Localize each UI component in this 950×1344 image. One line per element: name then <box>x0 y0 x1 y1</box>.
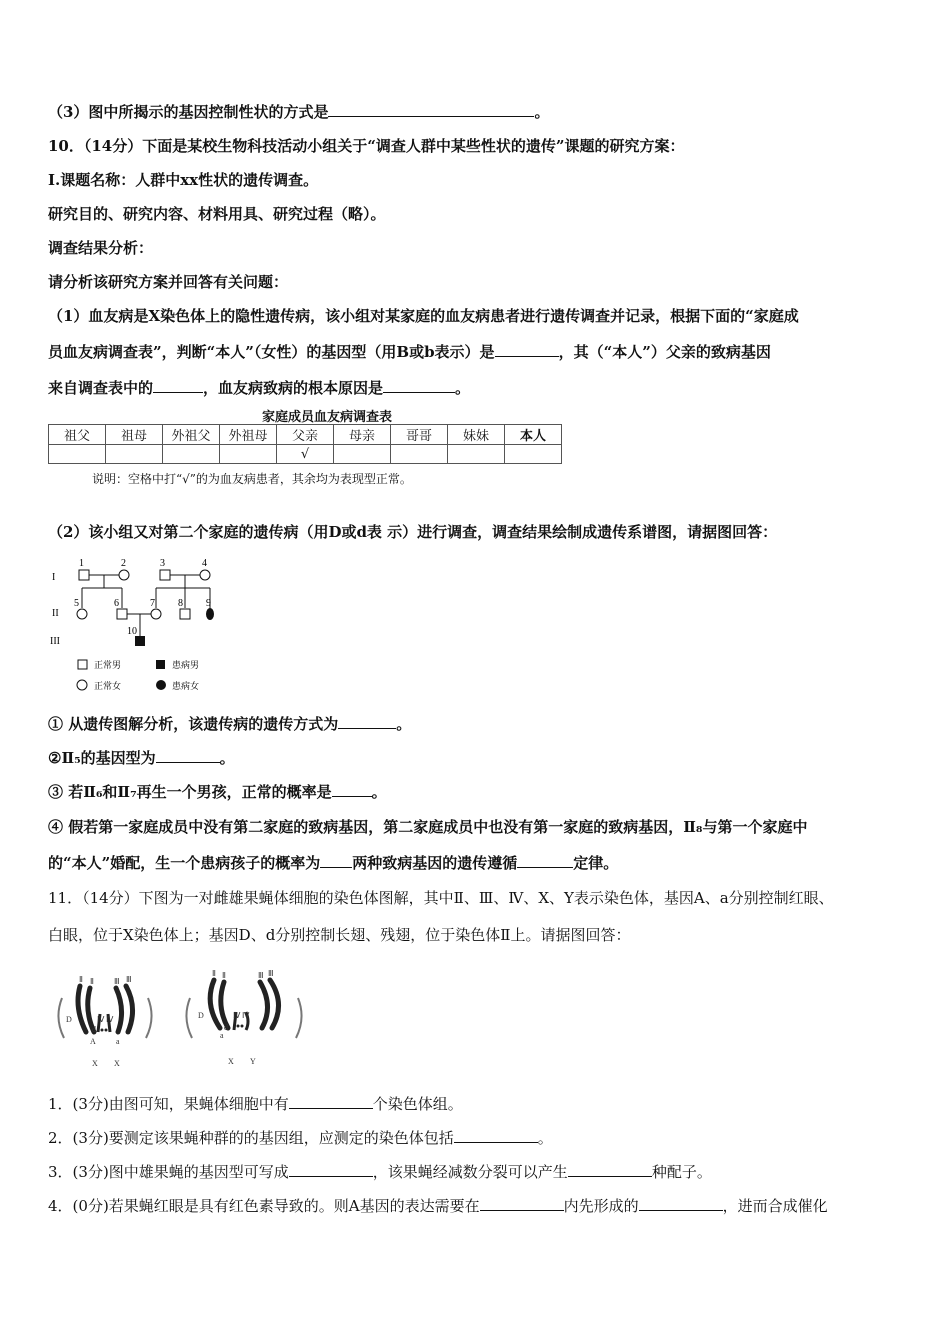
q10-research: 研究目的、研究内容、材料用具、研究过程（略）。 <box>48 205 386 223</box>
individual-2 <box>119 570 129 580</box>
legend-normal-male-icon <box>78 660 87 669</box>
svg-text:D: D <box>66 1015 72 1024</box>
svg-text:X: X <box>228 1057 234 1066</box>
svg-text:Ⅲ: Ⅲ <box>126 975 132 984</box>
table-header: 外祖父 <box>163 425 220 445</box>
legend-label: 正常女 <box>94 681 122 691</box>
female-chromosomes <box>58 975 151 1068</box>
q11-line1: 11．（14分）下图为一对雌雄果蝇体细胞的染色体图解，其中Ⅱ、Ⅲ、Ⅳ、X、Y表示染色体，基因A、a分别控制红眼、 <box>48 889 834 907</box>
svg-text:Ⅳ: Ⅳ <box>242 1011 250 1020</box>
q10-s1: ① 从遗传图解分析，该遗传病的遗传方式为 。 <box>48 715 412 733</box>
gen-label-iii: III <box>50 636 60 647</box>
q9-part3: （3）图中所揭示的基因控制性状的方式是 。 <box>48 103 550 121</box>
svg-text:Y: Y <box>250 1057 256 1066</box>
answer-blank[interactable] <box>454 1128 538 1143</box>
q10-p1-line2: 员血友病调查表”，判断“本人”（女性）的基因型（用B或b表示）是 ，其（“本人”）父亲的致病基因 <box>48 343 771 361</box>
q10-s4-line1: ④ 假若第一家庭成员中没有第二家庭的致病基因，第二家庭成员中也没有第一家庭的致病基因，Ⅱ₈与第一个家庭中 <box>48 818 808 836</box>
q11-line2: 白眼，位于X染色体上；基因D、d分别控制长翅、残翅，位于染色体Ⅱ上。请据图回答： <box>48 926 631 944</box>
table-header: 父亲 <box>277 425 334 445</box>
answer-blank[interactable] <box>320 853 352 868</box>
table-header: 母亲 <box>334 425 391 445</box>
legend-label: 患病男 <box>172 660 200 670</box>
table-cell <box>49 445 106 464</box>
svg-text:X: X <box>92 1059 98 1068</box>
table-cell <box>505 445 562 464</box>
svg-text:a: a <box>116 1037 120 1046</box>
answer-blank[interactable] <box>517 853 573 868</box>
table-header: 本人 <box>505 425 562 445</box>
individual-5 <box>77 609 87 619</box>
svg-text:Ⅳ: Ⅳ <box>233 1011 241 1020</box>
q10-analysis: 调查结果分析： <box>48 239 154 257</box>
q10-title: I.课题名称：人群中xx性状的遗传调查。 <box>48 171 319 189</box>
individual-number: 5 <box>74 598 79 609</box>
svg-text:Ⅱ: Ⅱ <box>90 977 94 986</box>
table-header: 妹妹 <box>448 425 505 445</box>
answer-blank[interactable] <box>480 1196 564 1211</box>
individual-10 <box>135 636 145 646</box>
table-header: 哥哥 <box>391 425 448 445</box>
chromosome-ii <box>78 986 86 1032</box>
individual-number: 1 <box>79 558 84 569</box>
answer-blank[interactable] <box>338 714 396 729</box>
svg-text:A: A <box>90 1037 96 1046</box>
answer-blank[interactable] <box>328 102 534 117</box>
svg-text:Ⅲ: Ⅲ <box>268 969 274 978</box>
answer-blank[interactable] <box>289 1162 373 1177</box>
individual-number: 6 <box>114 598 119 609</box>
answer-blank[interactable] <box>639 1196 723 1211</box>
individual-number: 10 <box>127 626 137 637</box>
table-header: 祖母 <box>106 425 163 445</box>
table-cell <box>220 445 277 464</box>
individual-3 <box>160 570 170 580</box>
individual-6 <box>117 609 127 619</box>
svg-text:Ⅲ: Ⅲ <box>258 971 264 980</box>
table-cell <box>334 445 391 464</box>
answer-blank[interactable] <box>495 342 559 357</box>
svg-text:X: X <box>114 1059 120 1068</box>
table-header: 祖父 <box>49 425 106 445</box>
q10-s2: ②Ⅱ₅的基因型为 。 <box>48 749 235 767</box>
legend-affected-female-icon <box>156 680 166 690</box>
individual-4 <box>200 570 210 580</box>
legend-affected-male-icon <box>156 660 165 669</box>
table-header: 外祖母 <box>220 425 277 445</box>
table-cell <box>163 445 220 464</box>
legend-label: 正常男 <box>94 660 122 670</box>
gen-label-i: I <box>52 572 56 583</box>
q10-p1-line3: 来自调查表中的 ，血友病致病的根本原因是 。 <box>48 379 471 397</box>
q10-p2: （2）该小组又对第二个家庭的遗传病（用D或d表 示）进行调查，调查结果绘制成遗传系谱图，请据图回答： <box>48 523 778 541</box>
q10-s3: ③ 若Ⅱ₆和Ⅱ₇再生一个男孩，正常的概率是 。 <box>48 783 387 801</box>
table-cell <box>448 445 505 464</box>
individual-number: 4 <box>202 558 207 569</box>
answer-blank[interactable] <box>156 748 220 763</box>
q11-sub4: 4．(0分)若果蝇红眼是具有红色素导致的。则A基因的表达需要在 内先形成的 ，进而合成催化 <box>48 1197 828 1215</box>
individual-number: 2 <box>121 558 126 569</box>
answer-blank[interactable] <box>153 378 203 393</box>
individual-number: 7 <box>150 598 155 609</box>
svg-text:Ⅱ: Ⅱ <box>222 971 226 980</box>
individual-number: 9 <box>206 598 211 609</box>
svg-text:Ⅳ: Ⅳ <box>106 1015 114 1024</box>
answer-blank[interactable] <box>568 1162 652 1177</box>
q10-prompt: 请分析该研究方案并回答有关问题： <box>48 273 289 291</box>
answer-blank[interactable] <box>383 378 455 393</box>
individual-1 <box>79 570 89 580</box>
male-chromosomes <box>186 969 301 1066</box>
individual-7 <box>151 609 161 619</box>
svg-text:d: d <box>92 1025 96 1034</box>
chromosome-iii <box>116 988 122 1032</box>
q11-sub1: 1．(3分)由图可知，果蝇体细胞中有 个染色体组。 <box>48 1095 463 1113</box>
svg-text:D: D <box>198 1011 204 1020</box>
family-survey-table <box>48 424 562 464</box>
table-title: 家庭成员血友病调查表 <box>262 410 393 425</box>
table-cell <box>391 445 448 464</box>
chromosome-iii <box>270 980 279 1028</box>
svg-text:a: a <box>220 1031 224 1040</box>
legend-label: 患病女 <box>172 681 200 691</box>
pedigree-chart <box>48 556 248 696</box>
table-cell: √ <box>277 445 334 464</box>
table-cell <box>106 445 163 464</box>
individual-9 <box>206 608 214 620</box>
q11-sub2: 2．(3分)要测定该果蝇种群的的基因组，应测定的染色体包括 。 <box>48 1129 553 1147</box>
svg-text:Ⅲ: Ⅲ <box>114 977 120 986</box>
chromosome-figure <box>52 968 312 1072</box>
individual-8 <box>180 609 190 619</box>
q10-p1-line1: （1）血友病是X染色体上的隐性遗传病，该小组对某家庭的血友病患者进行遗传调查并记录，根据下面的“家庭成 <box>48 307 799 325</box>
answer-blank[interactable] <box>289 1094 373 1109</box>
answer-blank[interactable] <box>332 782 372 797</box>
chromosome-ii <box>221 982 228 1028</box>
chromosome-iii <box>126 986 133 1032</box>
svg-text:d: d <box>224 1023 228 1032</box>
chromosome-iii <box>260 982 268 1028</box>
q10-s4-line2: 的“本人”婚配，生一个患病孩子的概率为 两种致病基因的遗传遵循 定律。 <box>48 854 619 872</box>
svg-text:Ⅱ: Ⅱ <box>79 975 83 984</box>
individual-number: 8 <box>178 598 183 609</box>
q10-header: 10．（14分）下面是某校生物科技活动小组关于“调查人群中某些性状的遗传”课题的研究方案： <box>48 137 685 155</box>
legend-normal-female-icon <box>77 680 87 690</box>
individual-number: 3 <box>160 558 165 569</box>
svg-text:Ⅳ: Ⅳ <box>97 1015 105 1024</box>
table-note: 说明：空格中打“√”的为血友病患者，其余均为表现型正常。 <box>92 472 412 486</box>
svg-text:Ⅱ: Ⅱ <box>212 969 216 978</box>
q11-sub3: 3．(3分)图中雄果蝇的基因型可写成 ，该果蝇经减数分裂可以产生 种配子。 <box>48 1163 712 1181</box>
gen-label-ii: II <box>52 608 59 619</box>
